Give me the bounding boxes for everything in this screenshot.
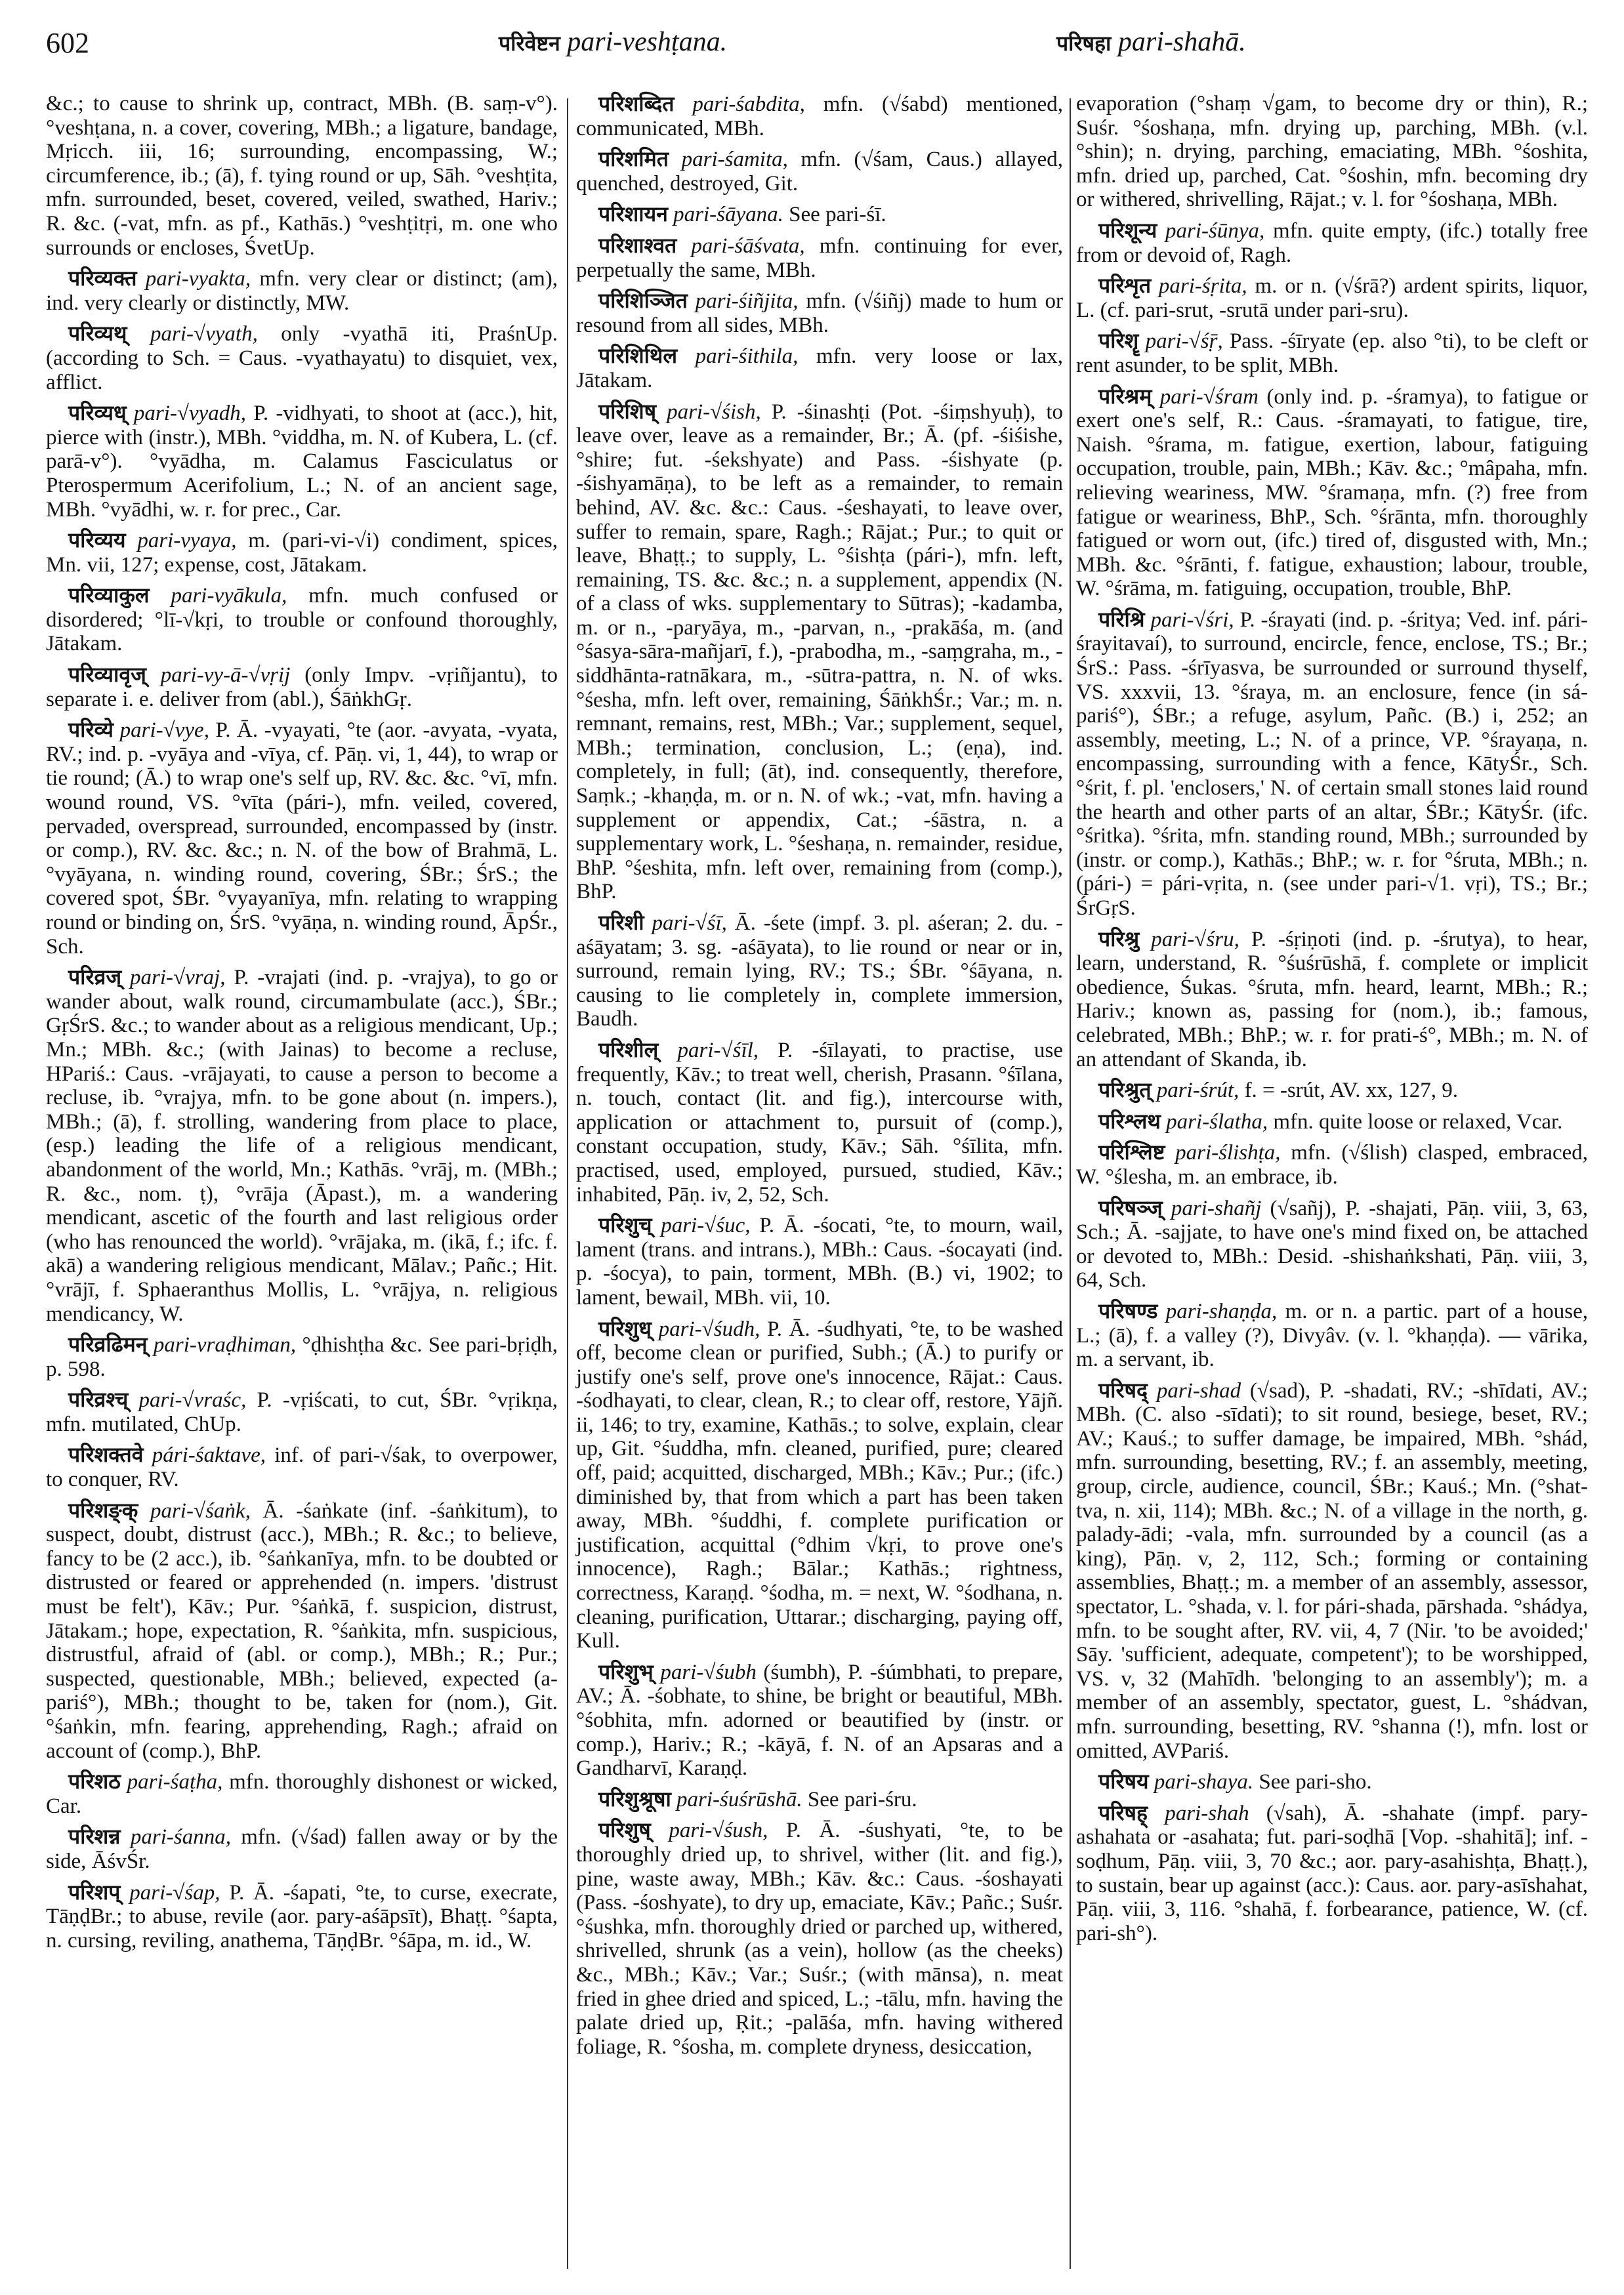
headword-transliteration: pari-śrút, [1156, 1079, 1239, 1103]
headword-transliteration: pari-√vyath, [150, 322, 258, 346]
dictionary-entry [1076, 1140, 1588, 1189]
headword-transliteration: pari-√śubh [660, 1660, 757, 1684]
entry-definition: mfn. very clear or distinct; (am), ind. very clearly or distinctly, MW. [46, 267, 558, 315]
entry-definition: m. (pari-vi-√i) condiment, spices, Mn. vii, 127; expense, cost, Jātakam. [46, 529, 558, 577]
dictionary-entry [46, 1443, 558, 1491]
headword-devanagari: परिव्रज् [68, 964, 122, 990]
dictionary-entry [1076, 927, 1588, 1072]
dictionary-entry [1076, 218, 1588, 267]
dictionary-entry [46, 1825, 558, 1873]
dictionary-entry [46, 266, 558, 315]
entry-definition: See pari-śru. [802, 1787, 917, 1811]
entry-definition: mfn. thoroughly dishonest or wicked, Car. [46, 1770, 558, 1818]
dictionary-entry [576, 400, 1063, 904]
entry-definition: mfn. (√ślish) clasped, embraced, W. °ślesha, m. an embrace, ib. [1076, 1141, 1589, 1189]
entry-definition: (only ind. p. -śramya), to fatigue or exert one's self, R.: Caus. -śramayati, to fatigue, tire, Naish. °śrama, m. fatigue, exertion, labour, fatiguing occupation, trouble, pain, MBh.; Kāv. &c.; °mâpaha, mfn. relieving weariness, MW. °śramaṇa, mfn. (?) free from fatigue or weariness, BhP., Sch. °śrānta, mfn. thoroughly fatigued or worn out, (ifc.) tired of, disgusted with, Mn.; MBh. &c. °śrānti, f. fatigue, exhaustion; labour, trouble, W. °śrāma, m. fatiguing, occupation, trouble, BhP. [1076, 384, 1588, 601]
headword-devanagari: परिशक्तवे [68, 1442, 144, 1468]
headword-transliteration: pari-śaṭha, [127, 1770, 223, 1794]
column-right [1076, 92, 1588, 1952]
headword-devanagari: परिषय [1098, 1769, 1149, 1794]
headword-transliteration: pari-ślishṭa, [1175, 1141, 1281, 1165]
dictionary-entry [576, 1213, 1063, 1310]
entry-definition: mfn. (√śiñj) made to hum or resound from all sides, MBh. [576, 289, 1064, 337]
headword-devanagari: परिशङ्क् [68, 1497, 138, 1523]
column-middle [576, 92, 1063, 2065]
headword-devanagari: परिश्रुत् [1098, 1077, 1152, 1103]
headword-devanagari: परिश्रु [1098, 926, 1140, 951]
dictionary-entry [576, 1317, 1063, 1653]
entry-definition: (√sah), Ā. -shahate (impf. pary-ashahata or -asahata; fut. pari-soḍhā [Vop. -shahitā]; inf. -soḍhum, Pāṇ. viii, 3, 70 &c.; aor. pary-asahishṭa, Bhaṭṭ.), to sustain, bear up against (acc.): Caus. aor. pary-asīshahat, Pāṇ. viii, 3, 116. °shahā, f. forbearance, patience, W. (cf. pari-sh°). [1076, 1801, 1589, 1945]
dictionary-entry [1076, 329, 1588, 377]
entry-definition: Ā. -śete (impf. 3. pl. aśeran; 2. du. -aśāyatam; 3. sg. -aśāyata), to lie round or near or in, surround, remain lying, RV.; TS.; ŚBr. °śāyana, n. causing to lie completely in, complete immersion, Baudh. [576, 911, 1064, 1031]
headword-devanagari: परिशठ [68, 1769, 121, 1794]
headword-transliteration: pari-√śī, [652, 911, 727, 935]
entry-definition: P. -śīlayati, to practise, use frequently, Kāv.; to treat well, cherish, Prasann. °śīlana, n. touch, contact (lit. and fig.), intercourse with, application or attachment to, pursuit of (comp.), constant occupation, study, Kāv.; Sāh. °śīlita, mfn. practised, used, employed, pursued, studied, Kāv.; inhabited, Pāṇ. iv, 2, 52, Sch. [576, 1038, 1064, 1207]
headword-transliteration: pari-vyakta, [145, 267, 251, 291]
headword-transliteration: pari-śṛita, [1158, 274, 1247, 299]
headword-transliteration: pari-śanna, [130, 1825, 231, 1850]
headword-transliteration: pari-vraḍhiman, [153, 1333, 297, 1357]
dictionary-entry [576, 1660, 1063, 1781]
headword-transliteration: pari-√śri, [1150, 608, 1234, 632]
entry-definition: P. -vidhyati, to shoot at (acc.), hit, pierce with (instr.), MBh. °viddha, m. N. of Kubera, L. (cf. parā-v°). °vyādha, m. Calamus Fasciculatus or Pterospermum Acerifolium, L.; N. of an ancient sage, MBh. °vyādhi, w. r. for prec., Car. [46, 402, 558, 522]
headword-devanagari: परिशून्य [1098, 217, 1157, 243]
entry-definition: See pari-sho. [1253, 1770, 1372, 1794]
entry-definition: (only Impv. -vṛiñjantu), to separate i. e. deliver from (abl.), ŚāṅkhGṛ. [46, 663, 558, 711]
headword-transliteration: pari-√vraj, [130, 966, 226, 990]
headword-transliteration: pári-śaktave, [152, 1443, 266, 1468]
headword-devanagari: परिशिञ्जित [598, 288, 688, 314]
headword-transliteration: pari-śabdita, [692, 93, 805, 116]
running-header [46, 26, 1585, 72]
dictionary-entry [1076, 1769, 1588, 1794]
headword-transliteration: pari-√śīl, [677, 1038, 759, 1062]
entry-definition: only -vyathā iti, PraśnUp. (according to Sch. = Caus. -vyathayatu) to disquiet, vex, afflict. [46, 322, 558, 394]
entry-definition: m. or n. a partic. part of a house, L.; (ā), f. a valley (?), Divyâv. (v. l. °khaṇḍa). — vārika, m. a servant, ib. [1076, 1299, 1589, 1372]
headword-devanagari: परिशुभ् [598, 1659, 654, 1684]
entry-definition: evaporation (°shaṃ √gam, to become dry or thin), R.; Suśr. °śoshaṇa, mfn. drying up, parching, MBh. (v.l. °shin); n. drying, parching, emaciating, MBh. °śoshita, mfn. dried up, parched, Cat. °śoshin, mfn. becoming dry or withered, shrivelling, Rājat.; v. l. for °śoshaṇa, MBh. [1076, 92, 1588, 212]
entry-definition: (√sad), P. -shadati, RV.; -shīdati, AV.; MBh. (C. also -sīdati); to sit round, besiege, beset, RV.; AV.; Kauś.; to suffer damage, be impaired, MBh. °shád, mfn. surrounding, besetting, RV.; f. an assembly, meeting, group, circle, audience, council, ŚBr.; Kauś.; Mn. (°shat-tva, n. xii, 114); MBh. &c.; N. of a village in the north, g. palady-ādi; -vala, mfn. surrounded by a council (as a king), Pāṇ. v, 2, 112, Sch.; forming or containing assemblies, Bhaṭṭ.; m. a member of an assembly, assessor, spectator, L. °shada, v. l. for pári-shada, pārshada. °shádya, mfn. to be sought after, RV. vii, 4, 7 (Nir. 'to be avoided;' Sāy. 'sufficient, adequate, competent'); to be worshipped, VS. v, 32 (Mahīdh. 'belonging to an assembly'); m. a member of an assembly, spectator, guest, L. °shádvan, mfn. surrounding, besetting, RV. °shanna (!), mfn. lost or omitted, AVPariś. [1076, 1378, 1589, 1763]
headword-transliteration: pari-√śaṅk, [150, 1499, 251, 1523]
headword-devanagari: परिशुश्रूषा [598, 1786, 671, 1811]
headword-devanagari: परिव्यावृज् [68, 662, 146, 688]
headword-transliteration: pari-√śru, [1151, 927, 1239, 951]
headword-transliteration: pari-√śuc, [661, 1214, 751, 1238]
headword-transliteration: pari-√vye, [119, 718, 209, 743]
dictionary-entry [1076, 384, 1588, 601]
entry-definition: f. = -srút, AV. xx, 127, 9. [1239, 1079, 1458, 1103]
dictionary-entry [576, 344, 1063, 392]
entry-definition: P. Ā. -śushyati, °te, to be thoroughly dried up, to shrivel, wither (lit. and fig.), pine, waste away, MBh.; Kāv. &c.: Caus. -śoshayati (Pass. -śoshyate), to dry up, emaciate, Kāv.; Pañc.; Suśr. °śushka, mfn. thoroughly dried or parched up, withered, shrivelled, shrunk (as a vein), hollow (as the cheeks) &c., MBh.; Kāv.; Var.; Suśr.; (with mānsa), n. meat fried in ghee dried and spiced, L.; -tālu, mfn. having the palate dried up, Ṛit.; -palāśa, mfn. having withered foliage, R. °śosha, m. complete dryness, desiccation, [576, 1819, 1064, 2059]
entry-definition: P. -śinashṭi (Pot. -śiṃshyuḥ), to leave over, leave as a remainder, Br.; Ā. (pf. -śiśishe, °shire; fut. -śekshyate) and Pass. -śishyate (p. -śishyamāṇa), to be left as a remainder, to remain behind, AV. &c. &c.: Caus. -śeshayati, to leave over, suffer to remain, spare, Ragh.; Rājat.; Pur.; to quit or leave, Bhaṭṭ.; to supply, L. °śishṭa (pári-), mfn. left, remaining, TS. &c. &c.; n. a supplement, appendix (N. of a class of wks. supplementary to Sūtras); -kadamba, m. or n., -paryāya, m., -parvan, n., -prakāśa, m. (and °śasya-sāra-mañjarī, f.), -prabodha, m., -saṃgraha, m., -siddhānta-ratnākara, m., -sūtra-pattra, n. N. of wks. °śesha, mfn. left over, remaining, ŚāṅkhŚr.; Var.; m. n. remnant, remains, rest, MBh.; Var.; supplement, sequel, MBh.; termination, conclusion, L.; (eṇa), ind. completely, in full; (āt), ind. consequently, therefore, Saṃk.; -khaṇḍa, m. or n. N. of wk.; -vat, mfn. having a supplement or appendix, Cat.; -śāstra, n. a supplementary work, L. °śeshaṇa, n. remainder, residue, BhP. °śeshita, mfn. left over, remaining from (comp.), BhP. [576, 400, 1063, 904]
headword-devanagari: परिशब्दित [598, 91, 675, 116]
headword-transliteration: pari-√śudh, [658, 1317, 760, 1341]
headword-transliteration: pari-√śram [1159, 384, 1259, 409]
headword-transliteration: pari-√vraśc, [138, 1388, 247, 1413]
headword-transliteration: pari-ślatha, [1166, 1109, 1268, 1134]
entry-definition: °ḍhishṭha &c. See pari-bṛiḍh, p. 598. [46, 1333, 558, 1381]
headword-transliteration: pari-shaṇḍa, [1165, 1299, 1278, 1323]
headword-devanagari: परिव्यध् [68, 400, 127, 426]
column-left [46, 92, 558, 1959]
headword-transliteration: pari-√śush, [669, 1819, 768, 1843]
headword-devanagari: परिषह् [1098, 1800, 1148, 1825]
entry-definition: mfn. continuing for ever, perpetually the same, MBh. [576, 234, 1063, 282]
dictionary-entry [1076, 1078, 1588, 1103]
dictionary-entry [576, 202, 1063, 227]
headword-transliteration: pari-shañj [1171, 1196, 1262, 1220]
headword-transliteration: pari-śamita, [681, 148, 788, 172]
headword-transliteration: pari-vyaya, [137, 529, 237, 553]
headword-transliteration: pari-vyākula, [171, 584, 287, 608]
dictionary-entry [46, 1499, 558, 1764]
dictionary-entry [46, 583, 558, 656]
headword-transliteration: pari-śāyana. [673, 203, 783, 227]
dictionary-entry [576, 92, 1063, 140]
headword-devanagari: परिव्यथ् [68, 321, 127, 346]
headword-transliteration: pari-√śish, [667, 400, 761, 424]
headword-devanagari: परिशन्न [68, 1824, 121, 1850]
dictionary-entry [576, 289, 1063, 337]
entry-definition: P. Ā. -śocati, °te, to mourn, wail, lament (trans. and intrans.), MBh.: Caus. -śocayati (ind. p. -śocya), to pain, torment, MBh. (B.) vi, 1902; to lament, bewail, MBh. vii, 10. [576, 1214, 1063, 1310]
dictionary-entry [576, 1787, 1063, 1812]
headword-devanagari: परिशील् [598, 1037, 659, 1062]
headword-devanagari: परिव्ये [68, 717, 114, 743]
headword-devanagari: परिशमित [598, 146, 669, 172]
dictionary-entry [46, 663, 558, 711]
headword-devanagari: परिषञ्ज् [1098, 1195, 1163, 1220]
entry-definition: P. -vṛiścati, to cut, ŚBr. °vṛikṇa, mfn. mutilated, ChUp. [46, 1388, 558, 1436]
dictionary-entry [1076, 1299, 1588, 1372]
headword-devanagari: परिव्रढिमन् [68, 1332, 148, 1357]
dictionary-entry [1076, 1378, 1588, 1764]
headword-devanagari: परिशिथिल [598, 343, 678, 369]
entry-definition: mfn. quite loose or relaxed, Vcar. [1268, 1109, 1563, 1134]
entry-definition: Pass. -śīryate (ep. also °ti), to be cleft or rent asunder, to be split, MBh. [1076, 329, 1588, 377]
entry-continuation [46, 92, 558, 260]
dictionary-entry [46, 965, 558, 1326]
headword-transliteration: pari-śāśvata, [691, 234, 805, 258]
headword-devanagari: परिश्लथ [1098, 1108, 1161, 1134]
entry-definition: &c.; to cause to shrink up, contract, MBh. (B. saṃ-v°). °veshṭana, n. a cover, covering, MBh.; a ligature, bandage, Mṛicch. iii, 16; surrounding, encompassing, W.; circumference, ib.; (ā), f. tying round or up, Sāh. °veshṭita, mfn. surrounded, beset, covered, veiled, swathed, Hariv.; R. &c. (-vat, mfn. as pf., Kathās.) °veshṭitṛi, m. one who surrounds or encloses, ŚvetUp. [46, 92, 558, 260]
dictionary-entry [46, 1388, 558, 1436]
entry-definition: m. or n. (√śrā?) ardent spirits, liquor, L. (cf. pari-srut, -srutā under pari-sru). [1076, 274, 1588, 322]
entry-definition: mfn. (√śam, Caus.) allayed, quenched, destroyed, Git. [576, 148, 1064, 196]
headword-transliteration: pari-√śṝ, [1145, 329, 1223, 354]
right-guide-word [1056, 26, 1246, 58]
dictionary-entry [1076, 608, 1588, 920]
dictionary-entry [46, 321, 558, 394]
headword-devanagari: परिव्याकुल [68, 583, 150, 608]
entry-definition: See pari-śī. [783, 203, 886, 227]
dictionary-entry [46, 1880, 558, 1953]
headword-devanagari: परिश्रम् [1098, 383, 1152, 409]
dictionary-entry [46, 528, 558, 577]
headword-devanagari: परिव्यक्त [68, 266, 137, 291]
headword-transliteration: pari-śūnya, [1165, 218, 1265, 243]
dictionary-entry [1076, 274, 1588, 322]
dictionary-entry [576, 1818, 1063, 2059]
left-guide-word [499, 26, 727, 58]
dictionary-entry [576, 234, 1063, 282]
headword-devanagari: परिशुष् [598, 1817, 651, 1843]
entry-definition: mfn. very loose or lax, Jātakam. [576, 344, 1064, 392]
right-guide-transliteration: pari-shahā. [1117, 27, 1246, 57]
entry-definition: P. Ā. -śapati, °te, to curse, execrate, TāṇḍBr.; to abuse, revile (aor. pary-aśāpsīt), Bhaṭṭ. °śapta, n. cursing, reviling, anathema, TāṇḍBr. °śāpa, m. id., W. [46, 1880, 558, 1953]
entry-definition: P. -śṛiṇoti (ind. p. -śrutya), to hear, learn, understand, R. °śuśrūshā, f. complete or implicit obedience, Śukas. °śruta, mfn. heard, learnt, MBh.; R.; Hariv.; known as, passing for (nom.), ib.; famous, celebrated, MBh.; BhP.; w. r. for prati-ś°, MBh.; m. N. of an attendant of Skanda, ib. [1076, 927, 1589, 1071]
dictionary-entry [46, 1769, 558, 1818]
entry-definition: mfn. (√śabd) mentioned, communicated, MBh. [576, 93, 1064, 140]
entry-definition: mfn. much confused or disordered; °lī-√kṛi, to trouble or confound thoroughly, Jātakam. [46, 584, 558, 656]
headword-transliteration: pari-vy-ā-√vṛij [160, 663, 291, 688]
headword-devanagari: परिषद् [1098, 1377, 1148, 1403]
headword-devanagari: परिशुच् [598, 1212, 652, 1238]
headword-devanagari: परिव्यय [68, 527, 126, 553]
right-guide-devanagari: परिषहा [1056, 31, 1112, 56]
headword-transliteration: pari-shah [1165, 1801, 1249, 1825]
headword-transliteration: pari-shaya. [1154, 1770, 1254, 1794]
entry-definition: (√sañj), P. -shajati, Pāṇ. viii, 3, 63, Sch.; Ā. -sajjate, to have one's mind fixed on, be attached or devoted to, MBh.: Desid. -shishaṅkshati, Pāṇ. viii, 3, 64, Sch. [1076, 1196, 1588, 1292]
entry-definition: P. -śrayati (ind. p. -śritya; Ved. inf. pári-śrayitavaí), to surround, encircle, fence, enclose, TS.; Br.; ŚrS.: Pass. -śrīyasva, be surrounded or surround thyself, VS. xxxvii, 13. °śraya, m. an enclosure, fence (in sá-pariś°), ŚBr.; a refuge, asylum, Pañc. (B.) i, 252; an assembly, meeting, L.; N. of a prince, VP. °śrayaṇa, n. encompassing, surrounding with a fence, KātyŚr., Sch. °śrit, f. pl. 'enclosers,' N. of certain small stones laid round the hearth and other parts of an altar, ŚBr.; KātyŚr. (ifc. °śritka). °śrita, mfn. standing round, MBh.; surrounded by (instr. or comp.), Kathās.; BhP.; w. r. for °śruta, MBh.; n. (pári-) = pári-vṛita, n. (see under pari-√1. vṛi), TS.; Br.; ŚrGṛS. [1076, 608, 1588, 920]
headword-devanagari: परिशिष् [598, 398, 657, 424]
headword-devanagari: परिशाश्वत [598, 232, 677, 258]
headword-devanagari: परिशृत [1098, 273, 1152, 299]
dictionary-entry [1076, 1801, 1588, 1946]
column-divider [1070, 98, 1071, 2269]
dictionary-entry [1076, 1109, 1588, 1134]
entry-definition: mfn. quite empty, (ifc.) totally free from or devoid of, Ragh. [1076, 218, 1589, 267]
entry-definition: P. Ā. -vyayati, °te (aor. -avyata, -vyata, RV.; ind. p. -vyāya and -vīya, cf. Pāṇ. vi, 1, 44), to wrap or tie round; (Ā.) to wrap one's self up, RV. &c. &c. °vī, mfn. wound round, VS. °vīta (pári-), mfn. veiled, covered, pervaded, overspread, surrounded, encompassed by (instr. or comp.), RV. &c. &c.; n. N. of the bow of Brahmā, L. °vyāyana, n. winding round, covering, ŚBr.; ŚrS.; the covered spot, ŚBr. °vyayanīya, mfn. relating to wrapping round or binding on, ŚrS. °vyāṇa, n. winding round, ĀpŚr., Sch. [46, 718, 558, 959]
dictionary-entry [1076, 1196, 1588, 1292]
dictionary-entry [576, 911, 1063, 1031]
left-guide-devanagari: परिवेष्टन [499, 31, 560, 56]
headword-devanagari: परिशुध् [598, 1315, 652, 1341]
headword-devanagari: परिशॄ [1098, 328, 1139, 354]
headword-devanagari: परिश्लिष्ट [1098, 1140, 1165, 1165]
headword-devanagari: परिव्रश्च् [68, 1387, 129, 1413]
dictionary-entry [576, 147, 1063, 196]
entry-definition: P. -vrajati (ind. p. -vrajya), to go or wander about, walk round, circumambulate (acc.), ŚBr.; GṛŚrS. &c.; to wander about as a religious mendicant, Up.; Mn.; MBh. &c.; (with Jainas) to become a recluse, HPariś.: Caus. -vrājayati, to cause a person to become a recluse, ib. °vrajya, mfn. to be gone about (n. impers.), MBh.; (ā), f. strolling, wandering from place to place, (esp.) leading the life of a religious mendicant, abandonment of the world, Mn.; Kathās. °vrāj, m. (MBh.; R. &c., nom. ṭ), °vrāja (Āpast.), m. a wandering mendicant, ascetic of the fourth and last religious order (who has renounced the world). °vrājaka, m. (ikā, f.; ifc. f. akā) a wandering religious mendicant, Mālav.; Pañc.; Hit. °vrājī, f. Sphaeranthus Mollis, L. °vrājya, n. religious mendicancy, W. [46, 966, 558, 1326]
headword-devanagari: परिषण्ड [1098, 1298, 1158, 1323]
dictionary-entry [576, 1038, 1063, 1207]
headword-devanagari: परिशी [598, 910, 644, 935]
headword-devanagari: परिशप् [68, 1879, 121, 1905]
headword-transliteration: pari-śuśrūshā. [677, 1787, 802, 1811]
entry-definition: Ā. -śaṅkate (inf. -śaṅkitum), to suspect, doubt, distrust (acc.), MBh.; R. &c.; to believe, fancy to be (2 acc.), ib. °śaṅkanīya, mfn. to be doubted or distrusted or feared or apprehended (n. impers. 'distrust must be felt'), Kāv.; Pur. °śaṅkā, f. suspicion, distrust, Jātakam.; hope, expectation, R. °śaṅkita, mfn. suspicious, distrustful, afraid of (abl. or comp.), MBh.; R.; Pur.; suspected, questionable, MBh.; believed, expected (a-pariś°), MBh.; thought to be, taken for (nom.), Git. °śaṅkin, mfn. fearing, apprehending, Ragh.; afraid on account of (comp.), BhP. [46, 1499, 558, 1763]
page-number: 602 [46, 27, 89, 59]
left-guide-transliteration: pari-veshṭana. [567, 27, 728, 57]
headword-devanagari: परिशायन [598, 201, 668, 227]
entry-definition: mfn. (√śad) fallen away or by the side, ĀśvŚr. [46, 1825, 558, 1873]
entry-continuation [1076, 92, 1588, 212]
headword-devanagari: परिश्रि [1098, 606, 1145, 632]
column-divider [567, 98, 568, 2269]
entry-definition: (śumbh), P. -śúmbhati, to prepare, AV.; Ā. -śobhate, to shine, be bright or beautiful, MBh. °śobhita, mfn. adorned or beautified by (instr. or comp.), Hariv.; R.; -kāyā, f. N. of an Apsaras and a Gandharvī, Karaṇḍ. [576, 1660, 1063, 1781]
entry-definition: inf. of pari-√śak, to overpower, to conquer, RV. [46, 1443, 558, 1492]
dictionary-entry [46, 401, 558, 522]
headword-transliteration: pari-śiñjita, [695, 289, 799, 314]
entry-definition: P. Ā. -śudhyati, °te, to be washed off, become clean or purified, Subh.; (Ā.) to purify or justify one's self, prove one's innocence, Rājat.: Caus. -śodhayati, to clear, clean, R.; to clear off, restore, Yājñ. ii, 146; to try, examine, Kathās.; to solve, explain, clear up, Git. °śuddha, mfn. cleaned, purified, pure; cleared off, paid; acquitted, discharged, MBh.; Kāv.; Pur.; (ifc.) diminished by, that from which a part has been taken away, MBh. °śuddhi, f. complete purification or justification, acquittal (°dhim √kṛi, to prove one's innocence), Ragh.; Bālar.; Kathās.; rightness, correctness, Karaṇḍ. °śodha, m. = next, W. °śodhana, n. cleaning, purification, Uttarar.; discharging, paying off, Kull. [576, 1317, 1064, 1653]
dictionary-entry [46, 1333, 558, 1381]
headword-transliteration: pari-shad [1156, 1378, 1241, 1403]
headword-transliteration: pari-√śap, [129, 1880, 220, 1905]
headword-transliteration: pari-√vyadh, [133, 402, 247, 426]
dictionary-entry [46, 718, 558, 959]
headword-transliteration: pari-śithila, [695, 344, 799, 369]
